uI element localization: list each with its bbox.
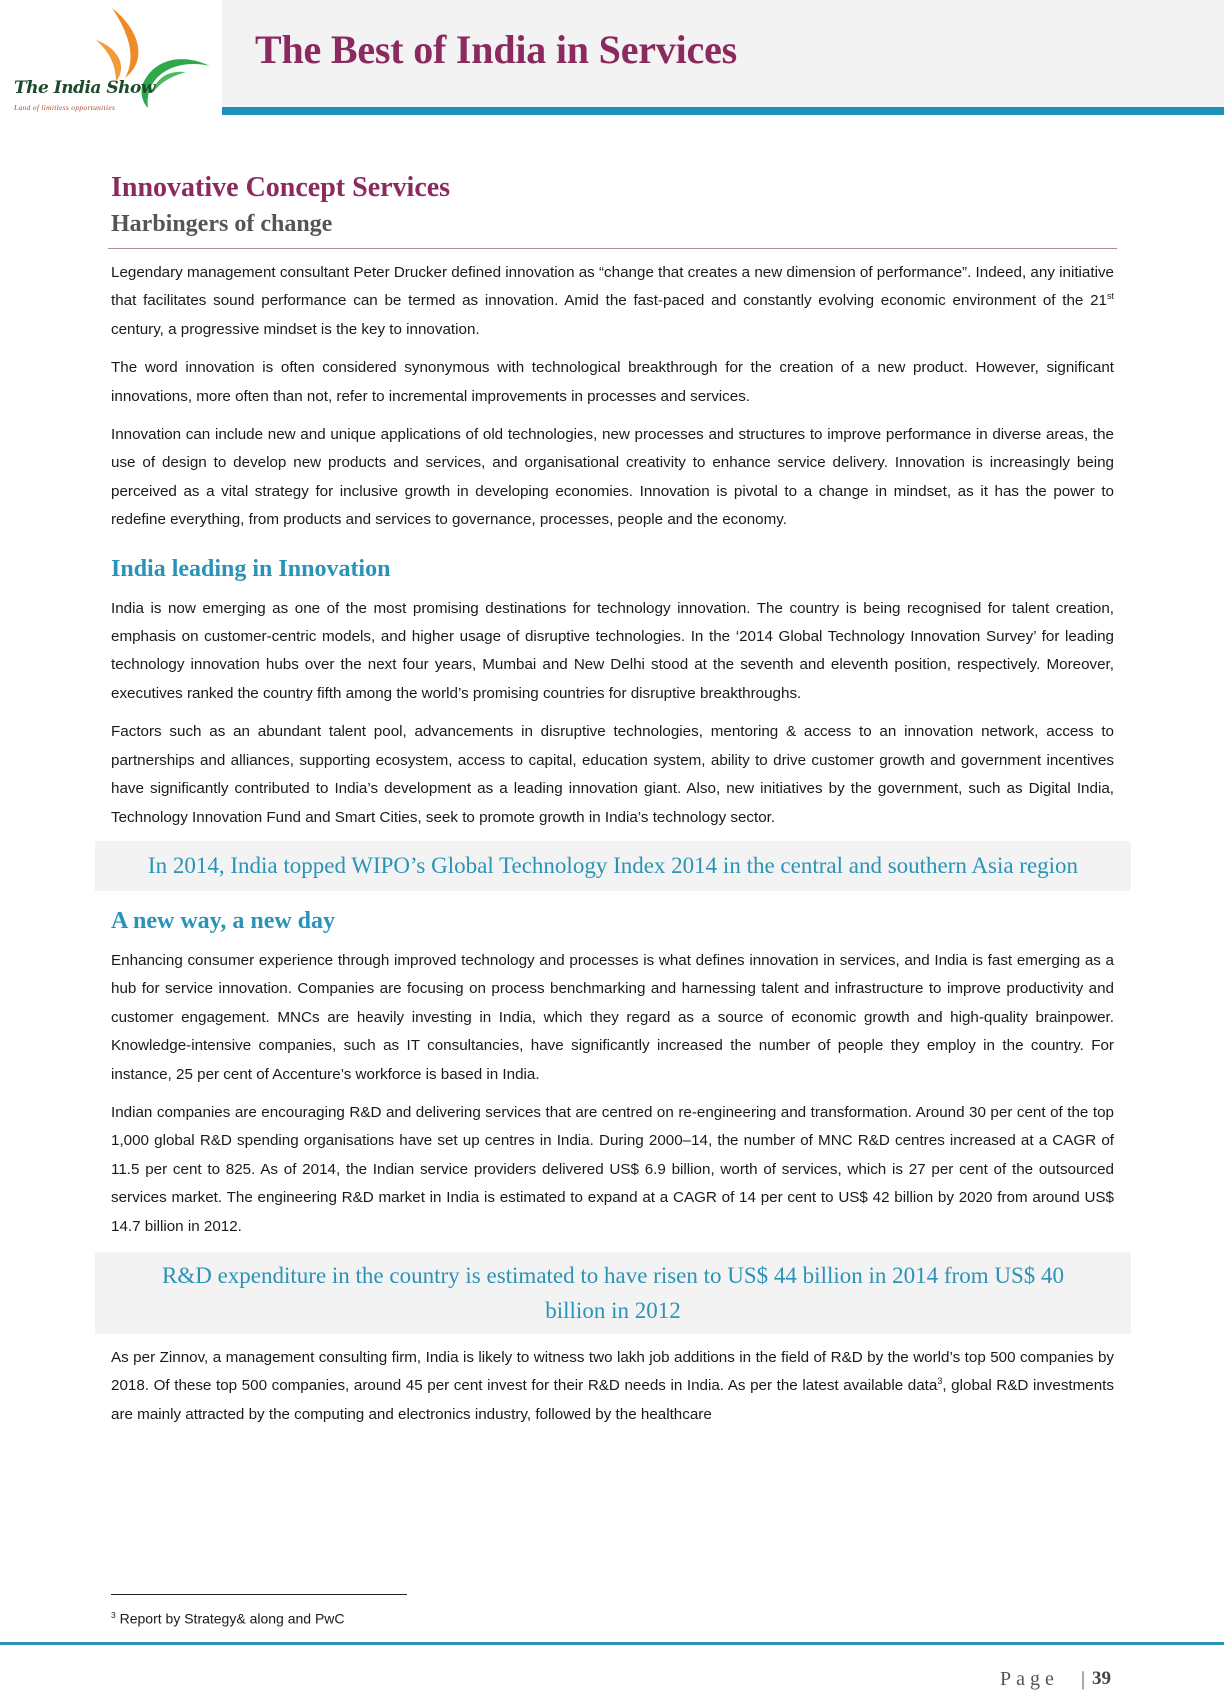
page-title: The Best of India in Services	[255, 27, 737, 72]
footnote: $^3$ Report by Strategy& along and PwC	[111, 1610, 345, 1627]
paragraph: The word innovation is often considered synonymous with technological breakthrough for the creation of a new product. However, significant innovations, more often than not, refer to incremental improvements in processes and services.	[111, 359, 1114, 405]
page-number: 39	[1092, 1668, 1111, 1689]
footer-divider	[0, 1642, 1224, 1645]
logo-tagline: Land of limitless opportunities	[14, 103, 116, 112]
footnote-separator	[111, 1594, 407, 1595]
paragraph: Enhancing consumer experience through improved technology and processes is what defines innovation in services, and India is fast emerging as a hub for service innovation. Companies are focusing on process benchmarking and harnessing talent and infrastructure to improve productivity and customer engagement. MNCs are heavily investing in India, which they regard as a source of economic growth and high-quality brainpower. Knowledge-intensive companies, such as IT consultancies, have significantly increased the number of people they employ in the country. For instance, 25 per cent of Accenture’s workforce is based in India.	[111, 951, 1114, 1083]
paragraph: Indian companies are encouraging R&D and delivering services that are centred on re-engineering and transformation. Around 30 per cent of the top 1,000 global R&D spending organisations have set up centres in India. During 2000–14, the number of MNC R&D centres increased at a CAGR of 11.5 per cent to 825. As of 2014, the Indian service providers delivered US$ 6.9 billion, worth of services, which is 27 per cent of the outsourced services market. The engineering R&D market in India is estimated to expand at a CAGR of 14 per cent to US$ 42 billion by 2020 from around US$ 14.7 billion in 2012.	[111, 1103, 1114, 1235]
main-content	[111, 170, 1114, 1429]
logo	[0, 0, 222, 120]
new-way-heading: A new way, a new day	[111, 907, 336, 934]
callout-wipo: In 2014, India topped WIPO’s Global Technology Index 2014 in the central and southern Asia region	[95, 841, 1131, 891]
section-title: Innovative Concept Services	[111, 172, 451, 203]
paragraph: Legendary management consultant Peter Drucker defined innovation as “change that creates a new dimension of performance”. Indeed, any initiative that facilitates sound performance can be termed as innovation. Amid the fast-paced and constantly evolving economic environment of the 21st century, a progressive mindset is the key to innovation.	[111, 264, 1114, 338]
callout-rd-expenditure: R&D expenditure in the country is estimated to have risen to US$ 44 billion in 2014 from US$ 40 billion in 2012	[95, 1252, 1131, 1334]
paragraph: Innovation can include new and unique applications of old technologies, new processes and structures to improve performance in diverse areas, the use of design to develop new products and services, and organisational creativity to enhance service delivery. Innovation is increasingly being perceived as a vital strategy for inclusive growth in developing economies. Innovation is pivotal to a change in mindset, as it has the power to redefine everything, from products and services to governance, processes, people and the economy.	[111, 426, 1114, 529]
paragraph: India is now emerging as one of the most promising destinations for technology innovation. The country is being recognised for talent creation, emphasis on customer-centric models, and higher usage of disruptive technologies. In the ‘2014 Global Technology Innovation Survey’ for leading technology innovation hubs over the next four years, Mumbai and New Delhi stood at the seventh and eleventh position, respectively. Moreover, executives ranked the country fifth among the world’s promising countries for disruptive breakthroughs.	[111, 599, 1114, 702]
page-label: Page	[1000, 1668, 1059, 1690]
india-leading-heading: India leading in Innovation	[111, 555, 391, 582]
paragraph: As per Zinnov, a management consulting firm, India is likely to witness two lakh job additions in the field of R&D by the world’s top 500 companies by 2018. Of these top 500 companies, around 45 per cent invest for their R&D needs in India. As per the latest available data$^3$, global R&D investments are mainly attracted by the computing and electronics industry, followed by the healthcare	[111, 1348, 1114, 1423]
logo-name: The India Show	[14, 78, 155, 98]
header-divider	[222, 107, 1224, 115]
paragraph: Factors such as an abundant talent pool, advancements in disruptive technologies, mentoring & access to an innovation network, access to partnerships and alliances, supporting ecosystem, access to capital, education system, ability to drive customer growth and government incentives have significantly contributed to India’s development as a leading innovation giant. Also, new initiatives by the government, such as Digital India, Technology Innovation Fund and Smart Cities, seek to promote growth in India’s technology sector.	[111, 723, 1114, 826]
page-separator: |	[1081, 1668, 1086, 1690]
section-subtitle: Harbingers of change	[111, 211, 333, 237]
